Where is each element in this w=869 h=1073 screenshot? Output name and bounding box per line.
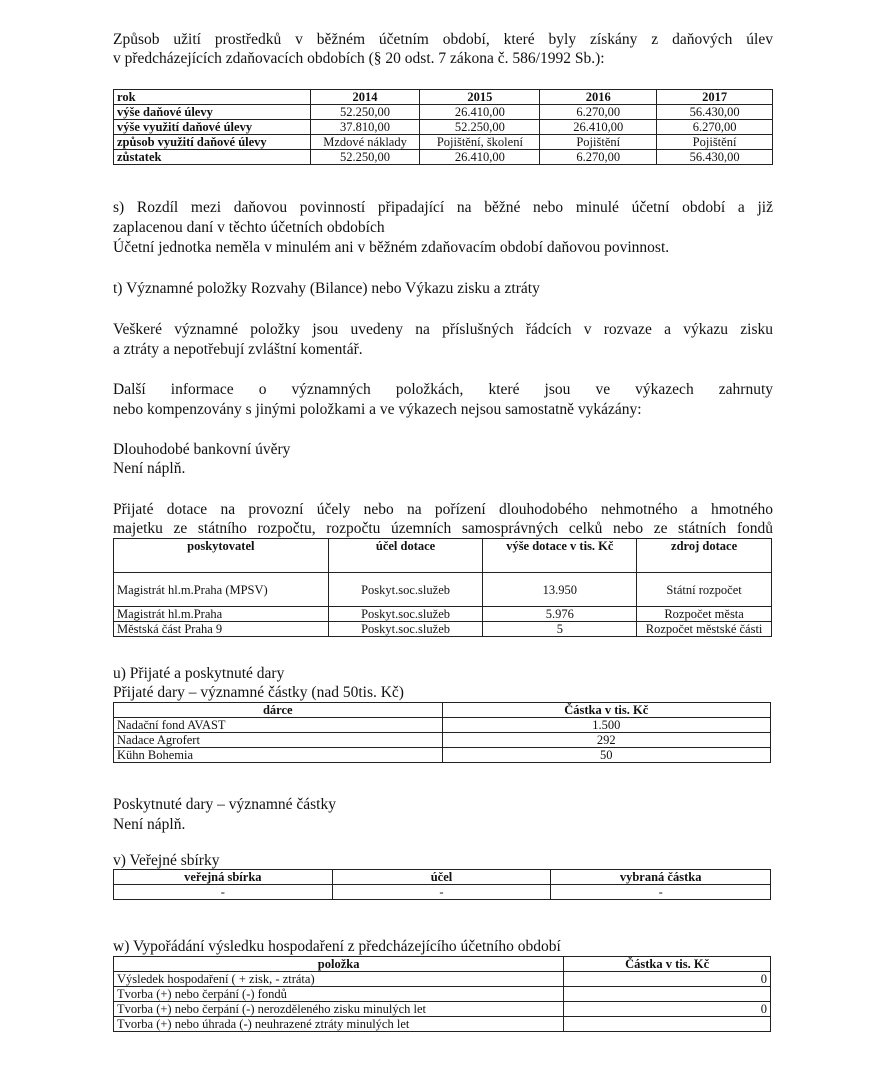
intro-line-2: v předcházejících zdaňovacích obdobích (§ 20 odst. 7 zákona č. 586/1992 Sb.): [113,50,605,67]
table-row [114,972,771,987]
header-cell: poskytovatel [114,539,329,573]
header-cell: 2015 [420,90,540,105]
section-t-p2-line-2: nebo kompenzovány s jinými položkami a ve výkazech nejsou samostatně vykázány: [113,401,642,418]
table-cell: 6.270,00 [540,105,657,120]
table-cell: Tvorba (+) nebo čerpání (-) fondů [114,987,564,1002]
table-cell: Nadační fond AVAST [114,718,443,733]
header-cell: vybraná částka [551,870,771,885]
intro-line-1: Způsob užití prostředků v běžném účetním období, které byly získány z daňových úlev [113,31,773,48]
table-cell: Státní rozpočet [637,573,772,607]
grants-line-1: Přijaté dotace na provozní účely nebo na pořízení dlouhodobého nehmotného a hmotného [113,501,773,518]
table-row [114,748,771,763]
table-cell: 52.250,00 [310,105,420,120]
table-cell [564,1017,771,1032]
header-cell: Částka v tis. Kč [442,703,771,718]
table-cell: Výsledek hospodaření ( + zisk, - ztráta) [114,972,564,987]
table-row [114,150,773,165]
table-cell: Tvorba (+) nebo úhrada (-) neuhrazené ztráty minulých let [114,1017,564,1032]
header-cell: Částka v tis. Kč [564,957,771,972]
table-cell: 0 [564,1002,771,1017]
given-gifts-value: Není náplň. [113,816,186,833]
table-cell: Poskyt.soc.služeb [328,573,483,607]
table-cell: - [551,885,771,900]
table-cell: 26.410,00 [420,150,540,165]
table-row [114,885,771,900]
table-cell: Tvorba (+) nebo čerpání (-) nerozděleného zisku minulých let [114,1002,564,1017]
table-cell: 37.810,00 [310,120,420,135]
section-w-title: w) Vypořádání výsledku hospodaření z předcházejícího účetního období [113,938,561,955]
table-cell: 26.410,00 [420,105,540,120]
section-t-p2-line-1: Další informace o významných položkách, které jsou ve výkazech zahrnuty [113,381,773,398]
table-cell: Mzdové náklady [310,135,420,150]
table-cell: 5.976 [483,607,637,622]
row-label: způsob využití daňové úlevy [114,135,311,150]
table-header-row [114,539,772,573]
table-cell: 6.270,00 [657,120,773,135]
header-cell: 2017 [657,90,773,105]
table-header-row [114,957,771,972]
section-s-line-2: zaplacenou daní v těchto účetních obdobích [113,219,385,236]
table-cell: Pojištění [657,135,773,150]
table-cell: Kühn Bohemia [114,748,443,763]
table-row [114,105,773,120]
table-row [114,1017,771,1032]
section-t-p1-line-1: Veškeré významné položky jsou uvedeny na příslušných řádcích v rozvaze a výkazu zisku [113,321,773,338]
table-cell: 292 [442,733,771,748]
table-cell: - [114,885,333,900]
table-cell: 1.500 [442,718,771,733]
table-row [114,573,772,607]
section-s-line-1: s) Rozdíl mezi daňovou povinností připadající na běžné nebo minulé účetní období a již [113,199,773,216]
table-cell: Rozpočet městské části [637,622,772,637]
table-cell: Poskyt.soc.služeb [328,607,483,622]
table-cell: Rozpočet města [637,607,772,622]
table-cell: 52.250,00 [420,120,540,135]
section-s-line-3: Účetní jednotka neměla v minulém ani v běžném zdaňovacím období daňovou povinnost. [113,239,670,256]
header-cell: rok [114,90,311,105]
header-cell: 2016 [540,90,657,105]
given-gifts-title: Poskytnuté dary – významné částky [113,796,336,813]
table-row [114,135,773,150]
table-cell: Pojištění, školení [420,135,540,150]
header-cell: dárce [114,703,443,718]
table-cell: 50 [442,748,771,763]
table-cell: Pojištění [540,135,657,150]
grants-table [113,538,772,637]
table-cell [564,987,771,1002]
collections-table [113,869,771,900]
table-header-row [114,870,771,885]
table-row [114,987,771,1002]
table-row [114,733,771,748]
header-cell: zdroj dotace [637,539,772,573]
table-cell: Magistrát hl.m.Praha (MPSV) [114,573,329,607]
table-row [114,1002,771,1017]
section-v-title: v) Veřejné sbírky [113,852,220,869]
table-cell: 52.250,00 [310,150,420,165]
section-u-subtitle: Přijaté dary – významné částky (nad 50tis. Kč) [113,684,404,701]
table-cell: 0 [564,972,771,987]
table-cell: Městská část Praha 9 [114,622,329,637]
results-table [113,956,771,1032]
header-cell: 2014 [310,90,420,105]
table-cell: - [332,885,551,900]
table-header-row [114,90,773,105]
loans-value: Není náplň. [113,460,186,477]
gifts-table [113,702,771,763]
table-row [114,622,772,637]
table-cell: 6.270,00 [540,150,657,165]
row-label: zůstatek [114,150,311,165]
tax-relief-table [113,89,773,165]
table-cell: 5 [483,622,637,637]
header-cell: výše dotace v tis. Kč [483,539,637,573]
grants-line-2: majetku ze státního rozpočtu, rozpočtu územních samosprávných celků nebo ze státních fondů [113,520,773,537]
table-cell: 26.410,00 [540,120,657,135]
header-cell: účel [332,870,551,885]
table-row [114,607,772,622]
row-label: výše daňové úlevy [114,105,311,120]
table-cell: Magistrát hl.m.Praha [114,607,329,622]
table-cell: Poskyt.soc.služeb [328,622,483,637]
section-u-title: u) Přijaté a poskytnuté dary [113,665,285,682]
loans-title: Dlouhodobé bankovní úvěry [113,441,291,458]
table-row [114,718,771,733]
table-cell: 56.430,00 [657,105,773,120]
table-cell: 13.950 [483,573,637,607]
header-cell: veřejná sbírka [114,870,333,885]
section-t-title: t) Významné položky Rozvahy (Bilance) nebo Výkazu zisku a ztráty [113,280,540,297]
table-cell: 56.430,00 [657,150,773,165]
table-row [114,120,773,135]
section-t-p1-line-2: a ztráty a nepotřebují zvláštní komentář. [113,341,363,358]
row-label: výše využití daňové úlevy [114,120,311,135]
table-header-row [114,703,771,718]
header-cell: položka [114,957,564,972]
header-cell: účel dotace [328,539,483,573]
table-cell: Nadace Agrofert [114,733,443,748]
